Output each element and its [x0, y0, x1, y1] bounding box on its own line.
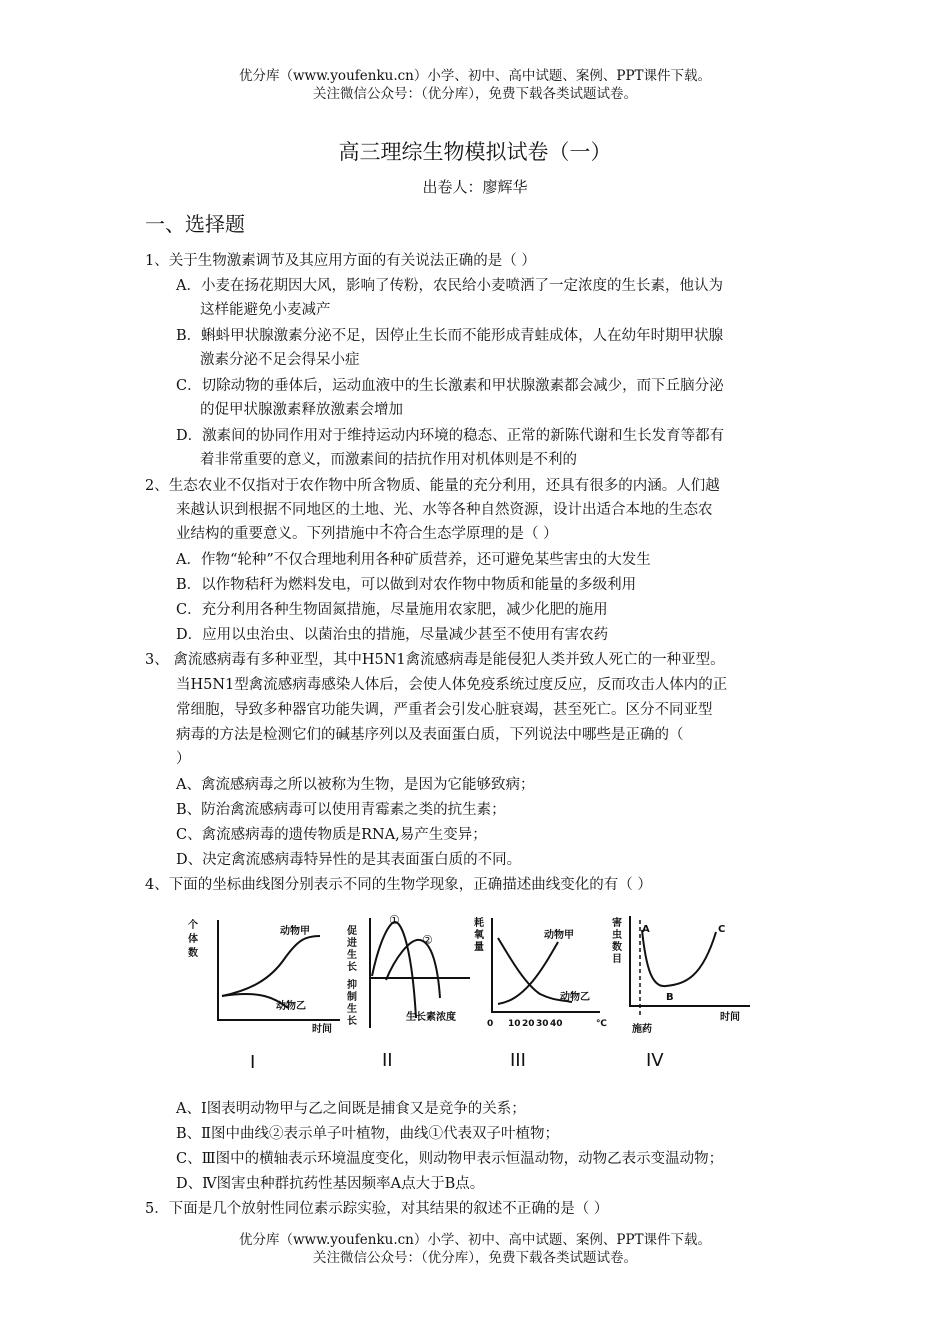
graph-1-numeral: I	[250, 1052, 256, 1073]
q1-option-d: D．激素间的协同作用对于维持运动内环境的稳态、正常的新陈代谢和生长发育等都有	[176, 428, 725, 444]
q3-option-c: C、禽流感病毒的遗传物质是RNA,易产生变异；	[176, 827, 487, 843]
graph-3-numeral: III	[510, 1050, 526, 1071]
q2-stem-3a: 业结构的重要意义。下列措施中	[176, 526, 379, 542]
graph-3-ylabel-3: 量	[474, 942, 484, 953]
q4-option-c: C、Ⅲ图中的横轴表示环境温度变化，则动物甲表示恒温动物，动物乙表示变温动物；	[176, 1151, 724, 1167]
q2-stem-3d: 合生态学原理的是（ ）	[408, 526, 558, 542]
graph-1-ylabel-1: 个	[188, 920, 198, 931]
graph-2-xlabel: 生长素浓度	[406, 1012, 456, 1023]
q4-option-d: D、Ⅳ图害虫种群抗药性基因频率A点大于B点。	[176, 1176, 485, 1192]
q2-option-b: B．以作物秸秆为燃料发电，可以做到对农作物中物质和能量的多级利用	[176, 577, 637, 593]
graph-3-ylabel-2: 氧	[474, 930, 484, 941]
q3-option-b: B、防治禽流感病毒可以使用青霉素之类的抗生素；	[176, 802, 506, 818]
graph-2-ylabel-top-2: 进	[347, 938, 357, 949]
footer-line-1: 优分库（www.youfenku.cn）小学、初中、高中试题、案例、PPT课件下载。	[238, 1232, 712, 1248]
q2-stem-2: 来越认识到根据不同地区的土地、光、水等各种自然资源，设计出适合本地的生态农	[176, 502, 713, 518]
graph-2-label-2: ②	[422, 933, 433, 947]
q3-stem-4: 病毒的方法是检测它们的碱基序列以及表面蛋白质，下列说法中哪些是正确的（	[176, 727, 684, 743]
q1-option-b: B．蝌蚪甲状腺激素分泌不足，因停止生长而不能形成青蛙成体，人在幼年时期甲状腺	[176, 328, 724, 344]
q4-figure	[180, 908, 780, 1078]
q3-stem-1: 3、 禽流感病毒有多种亚型，其中H5N1禽流感病毒是能侵犯人类并致人死亡的一种亚型。	[145, 652, 725, 668]
graph-1-ylabel-2: 体	[188, 934, 198, 945]
graph-4-point-a: A	[642, 924, 650, 935]
q2-emphasis-bu: 不	[379, 526, 394, 542]
graph-2-ylabel-bottom-2: 制	[347, 992, 357, 1003]
graph-3-tick-10: 10	[508, 1019, 521, 1029]
graph-2-ylabel-bottom-4: 长	[347, 1016, 357, 1027]
graph-1-xlabel: 时间	[312, 1024, 332, 1035]
graph-2-ylabel-bottom-1: 抑	[347, 980, 357, 991]
q1-stem: 1、关于生物激素调节及其应用方面的有关说法正确的是（ ）	[145, 253, 536, 269]
q2-option-d: D．应用以虫治虫、以菌治虫的措施，尽量减少甚至不使用有害农药	[176, 627, 609, 643]
q3-option-d: D、决定禽流感病毒特异性的是其表面蛋白质的不同。	[176, 852, 522, 868]
q4-option-b: B、Ⅱ图中曲线②表示单子叶植物，曲线①代表双子叶植物；	[176, 1126, 560, 1142]
graph-1	[188, 918, 340, 1073]
q1-option-a-cont: 这样能避免小麦减产	[200, 302, 331, 318]
graph-2-ylabel-top-3: 生	[347, 950, 357, 961]
q3-stem-2: 当H5N1型禽流感病毒感染人体后，会使人体免疫系统过度反应，反而攻击人体内的正	[176, 677, 728, 693]
graph-4-marker-label: 施药	[632, 1024, 652, 1035]
q4-option-a: A、I图表明动物甲与乙之间既是捕食又是竞争的关系；	[176, 1101, 526, 1117]
graph-4-xlabel: 时间	[720, 1012, 740, 1023]
graph-1-ylabel-3: 数	[188, 948, 198, 959]
graph-4	[612, 916, 750, 1071]
graph-1-label-a: 动物甲	[280, 926, 310, 937]
graph-4-ylabel-1: 害	[612, 918, 622, 929]
graph-2-ylabel-top-4: 长	[347, 962, 357, 973]
graph-4-ylabel-2: 虫	[612, 930, 622, 941]
graph-4-point-b: B	[666, 992, 674, 1003]
graph-3	[474, 916, 607, 1071]
q2-stem-1: 2、生态农业不仅指对于农作物中所含物质、能量的充分利用，还具有很多的内涵。人们越	[145, 478, 720, 494]
graph-3-ylabel-1: 耗	[474, 918, 484, 929]
q1-option-a: A．小麦在扬花期因大风，影响了传粉，农民给小麦喷洒了一定浓度的生长素，他认为	[176, 278, 723, 294]
graph-1-label-b: 动物乙	[276, 1001, 306, 1012]
graph-2-label-1: ①	[389, 913, 400, 927]
q1-option-c: C．切除动物的垂体后，运动血液中的生长激素和甲状腺激素都会减少，而下丘脑分泌	[176, 378, 724, 394]
q2-option-c: C．充分利用各种生物固氮措施，尽量施用农家肥，减少化肥的施用	[176, 602, 608, 618]
q3-stem-5: ）	[176, 751, 191, 767]
page-title: 高三理综生物模拟试卷（一）	[338, 140, 612, 164]
graph-4-curve	[642, 930, 716, 986]
graph-2-ylabel-top-1: 促	[347, 926, 357, 937]
graph-4-ylabel-4: 目	[612, 954, 622, 965]
author: 出卷人：廖辉华	[422, 178, 528, 196]
graph-2-ylabel-bottom-3: 生	[347, 1004, 357, 1015]
header-line-2: 关注微信公众号：（优分库），免费下载各类试题试卷。	[313, 86, 637, 102]
graph-3-unit: ℃	[596, 1019, 607, 1029]
footer-line-2: 关注微信公众号：（优分库），免费下载各类试题试卷。	[313, 1250, 637, 1266]
graph-1-curve-a	[222, 936, 320, 996]
graph-3-tick-30: 30	[536, 1019, 549, 1029]
section-heading: 一、选择题	[145, 212, 245, 236]
header-line-1: 优分库（www.youfenku.cn）小学、初中、高中试题、案例、PPT课件下载。	[238, 68, 712, 84]
graph-3-tick-40: 40	[550, 1019, 563, 1029]
graph-4-ylabel-3: 数	[612, 942, 622, 953]
graph-3-tick-20: 20	[522, 1019, 535, 1029]
q3-stem-3: 常细胞，导致多种器官功能失调，严重者会引发心脏衰竭，甚至死亡。区分不同亚型	[176, 702, 713, 718]
q4-stem: 4、下面的坐标曲线图分别表示不同的生物学现象，正确描述曲线变化的有（ ）	[145, 877, 652, 893]
q2-stem-3	[176, 525, 558, 543]
q1-option-c-cont: 的促甲状腺激素释放激素会增加	[200, 402, 403, 418]
q2-option-a: A．作物“轮种”不仅合理地利用各种矿质营养，还可避免某些害虫的大发生	[176, 552, 651, 568]
graph-2-numeral: II	[382, 1050, 393, 1071]
graph-3-label-b: 动物乙	[560, 992, 590, 1003]
q1-option-b-cont: 激素分泌不足会得呆小症	[200, 352, 360, 368]
graph-4-numeral: IV	[646, 1050, 664, 1071]
graph-3-label-a: 动物甲	[544, 930, 574, 941]
q1-option-d-cont: 着非常重要的意义，而激素间的拮抗作用对机体则是不利的	[200, 452, 577, 468]
graph-4-point-c: C	[718, 924, 726, 935]
q3-option-a: A、禽流感病毒之所以被称为生物，是因为它能够致病；	[176, 777, 535, 793]
graph-3-tick-0: 0	[487, 1019, 494, 1029]
graph-2	[346, 913, 470, 1071]
q5-stem: 5．下面是几个放射性同位素示踪实验，对其结果的叙述不正确的是（ ）	[145, 1201, 609, 1217]
q2-emphasis-fu: 符	[393, 526, 408, 542]
graph-2-curve-1	[372, 922, 416, 1018]
